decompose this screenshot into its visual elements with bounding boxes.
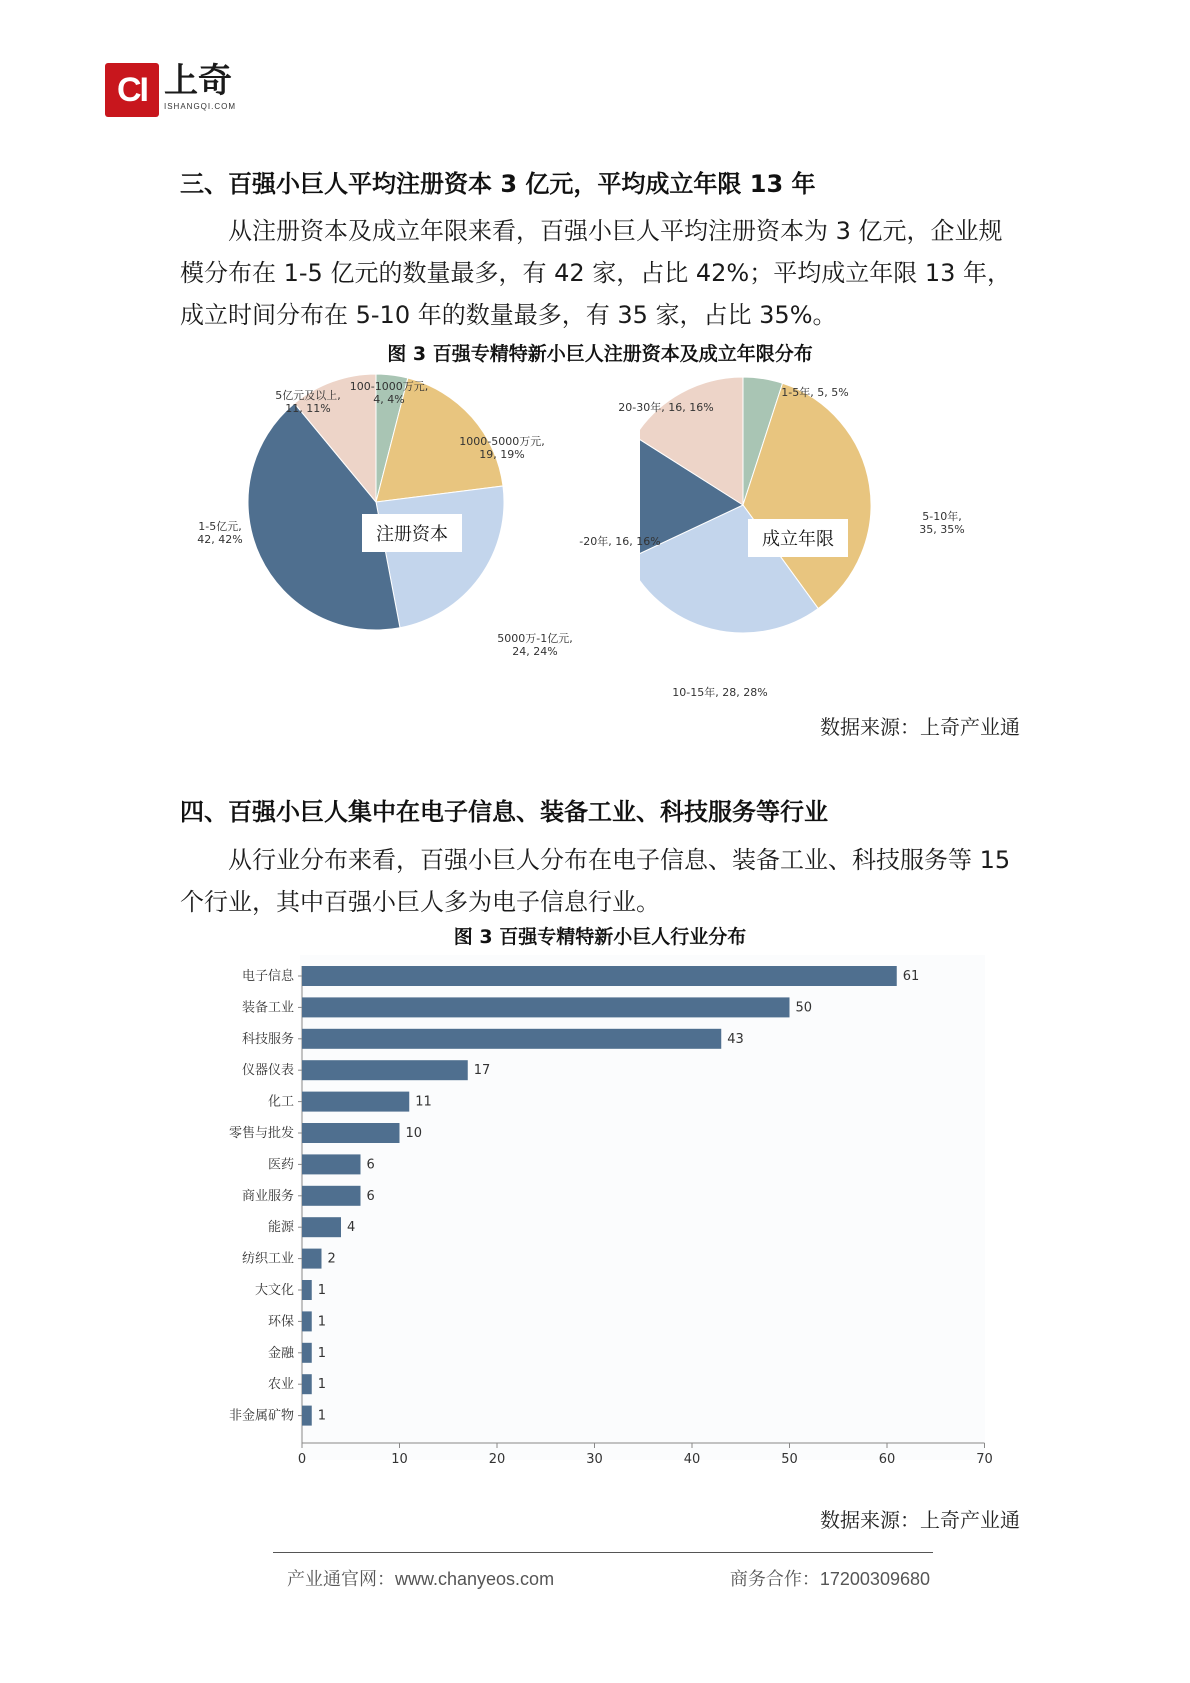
bar-14 (302, 1406, 312, 1426)
figure4-source: 数据来源：上奇产业通 (820, 1508, 1020, 1532)
bar-chart-industry (200, 950, 1000, 1490)
pie2-label-15-20: -20年, 16, 16% (579, 535, 661, 548)
bar-category-label-8: 能源 (267, 1220, 294, 1236)
x-tick-label-0: 0 (297, 1452, 307, 1467)
bar-value-label-3: 17 (473, 1063, 491, 1079)
bar-value-label-8: 4 (347, 1220, 356, 1236)
pie1-center-label: 注册资本 (362, 514, 462, 552)
pie1-label-5yi-plus: 5亿元及以上, 11, 11% (275, 389, 341, 415)
x-tick-label-6: 60 (878, 1452, 896, 1467)
bar-category-label-5: 零售与批发 (228, 1126, 294, 1141)
bar-value-label-12: 1 (317, 1345, 327, 1361)
bar-7 (302, 1186, 361, 1206)
bar-value-label-9: 2 (327, 1251, 336, 1267)
bar-value-label-0: 61 (902, 969, 920, 984)
x-tick-label-1: 10 (391, 1452, 408, 1467)
x-tick-label-7: 70 (976, 1452, 993, 1467)
logo-name: 上奇 (164, 61, 232, 101)
bar-category-label-13: 农业 (267, 1377, 294, 1393)
bar-13 (302, 1374, 312, 1394)
bar-5 (302, 1123, 400, 1143)
bar-category-label-10: 大文化 (254, 1283, 294, 1298)
logo-subtitle: ISHANGQI.COM (164, 102, 237, 111)
pie2-label-10-15: 10-15年, 28, 28% (672, 686, 768, 699)
bar-category-label-3: 仪器仪表 (241, 1063, 294, 1079)
bar-4 (302, 1092, 409, 1112)
bar-value-label-10: 1 (317, 1283, 327, 1298)
bar-10 (302, 1280, 312, 1300)
bar-category-label-4: 化工 (267, 1094, 294, 1110)
bar-value-label-2: 43 (727, 1031, 744, 1047)
bar-value-label-11: 1 (317, 1314, 327, 1330)
pie1-label-1-5yi: 1-5亿元, 42, 42% (197, 520, 243, 546)
bar-category-label-6: 医药 (267, 1157, 294, 1173)
bar-category-label-1: 装备工业 (241, 1000, 294, 1016)
footer-divider (273, 1552, 933, 1553)
bar-value-label-5: 10 (405, 1126, 423, 1141)
figure3-title: 图 3 百强专精特新小巨人注册资本及成立年限分布 (387, 343, 813, 365)
x-tick-label-4: 40 (683, 1452, 701, 1467)
pie2-label-5-10: 5-10年, 35, 35% (919, 510, 965, 536)
section4-paragraph: 从行业分布来看，百强小巨人分布在电子信息、装备工业、科技服务等 15 个行业，其中百强小巨人多为电子信息行业。 (180, 846, 1011, 916)
bar-category-label-11: 环保 (267, 1314, 294, 1330)
bar-6 (302, 1154, 361, 1174)
bar-8 (302, 1217, 341, 1237)
bar-value-label-4: 11 (415, 1094, 432, 1110)
bar-category-label-7: 商业服务 (241, 1188, 294, 1204)
section3-heading: 三、百强小巨人平均注册资本 3 亿元，平均成立年限 13 年 (180, 170, 816, 198)
pie1-label-1000-5000: 1000-5000万元, 19, 19% (459, 435, 545, 461)
figure4-title: 图 3 百强专精特新小巨人行业分布 (453, 926, 747, 948)
bar-1 (302, 997, 790, 1017)
footer-contact: 商务合作：17200309680 (729, 1569, 930, 1589)
bar-value-label-1: 50 (795, 1000, 813, 1016)
bar-3 (302, 1060, 468, 1080)
bar-category-label-2: 科技服务 (241, 1031, 294, 1047)
x-tick-label-5: 50 (781, 1452, 798, 1467)
bar-value-label-13: 1 (317, 1377, 327, 1393)
pie1-label-5000-1yi: 5000万-1亿元, 24, 24% (497, 632, 573, 658)
bar-category-label-12: 金融 (267, 1345, 294, 1361)
section3-paragraph: 从注册资本及成立年限来看，百强小巨人平均注册资本为 3 亿元，企业规模分布在 1-5 亿元的数量最多，有 42 家，占比 42%；平均成立年限 13 年，成立时间分布在 5-10 年的数量最多，有 35 家，占比 35%。 (180, 217, 1012, 329)
pie1-label-100-1000: 100-1000万元, 4, 4% (349, 380, 429, 406)
bar-11 (302, 1311, 312, 1331)
bar-category-label-14: 非金属矿物 (228, 1408, 294, 1424)
bar-category-label-9: 纺织工业 (241, 1251, 294, 1267)
bar-9 (302, 1249, 322, 1269)
bar-0 (302, 966, 897, 986)
x-tick-label-3: 30 (586, 1452, 603, 1467)
pie2-label-1-5: 1-5年, 5, 5% (781, 386, 849, 399)
bar-12 (302, 1343, 312, 1363)
bar-2 (302, 1029, 721, 1049)
bar-category-label-0: 电子信息 (241, 969, 294, 984)
bar-value-label-14: 1 (317, 1408, 327, 1424)
pie2-slices (640, 377, 871, 633)
logo-mark: CI (105, 63, 159, 117)
pie2-label-20-30: 20-30年, 16, 16% (618, 401, 714, 414)
bar-value-label-7: 6 (366, 1188, 375, 1204)
pie2-center-label: 成立年限 (748, 519, 848, 557)
x-tick-label-2: 20 (488, 1452, 506, 1467)
section4-heading: 四、百强小巨人集中在电子信息、装备工业、科技服务等行业 (180, 798, 828, 826)
bar-value-label-6: 6 (366, 1157, 375, 1173)
footer-website: 产业通官网：www.chanyeos.com (287, 1569, 555, 1589)
figure3-source: 数据来源：上奇产业通 (820, 715, 1020, 739)
